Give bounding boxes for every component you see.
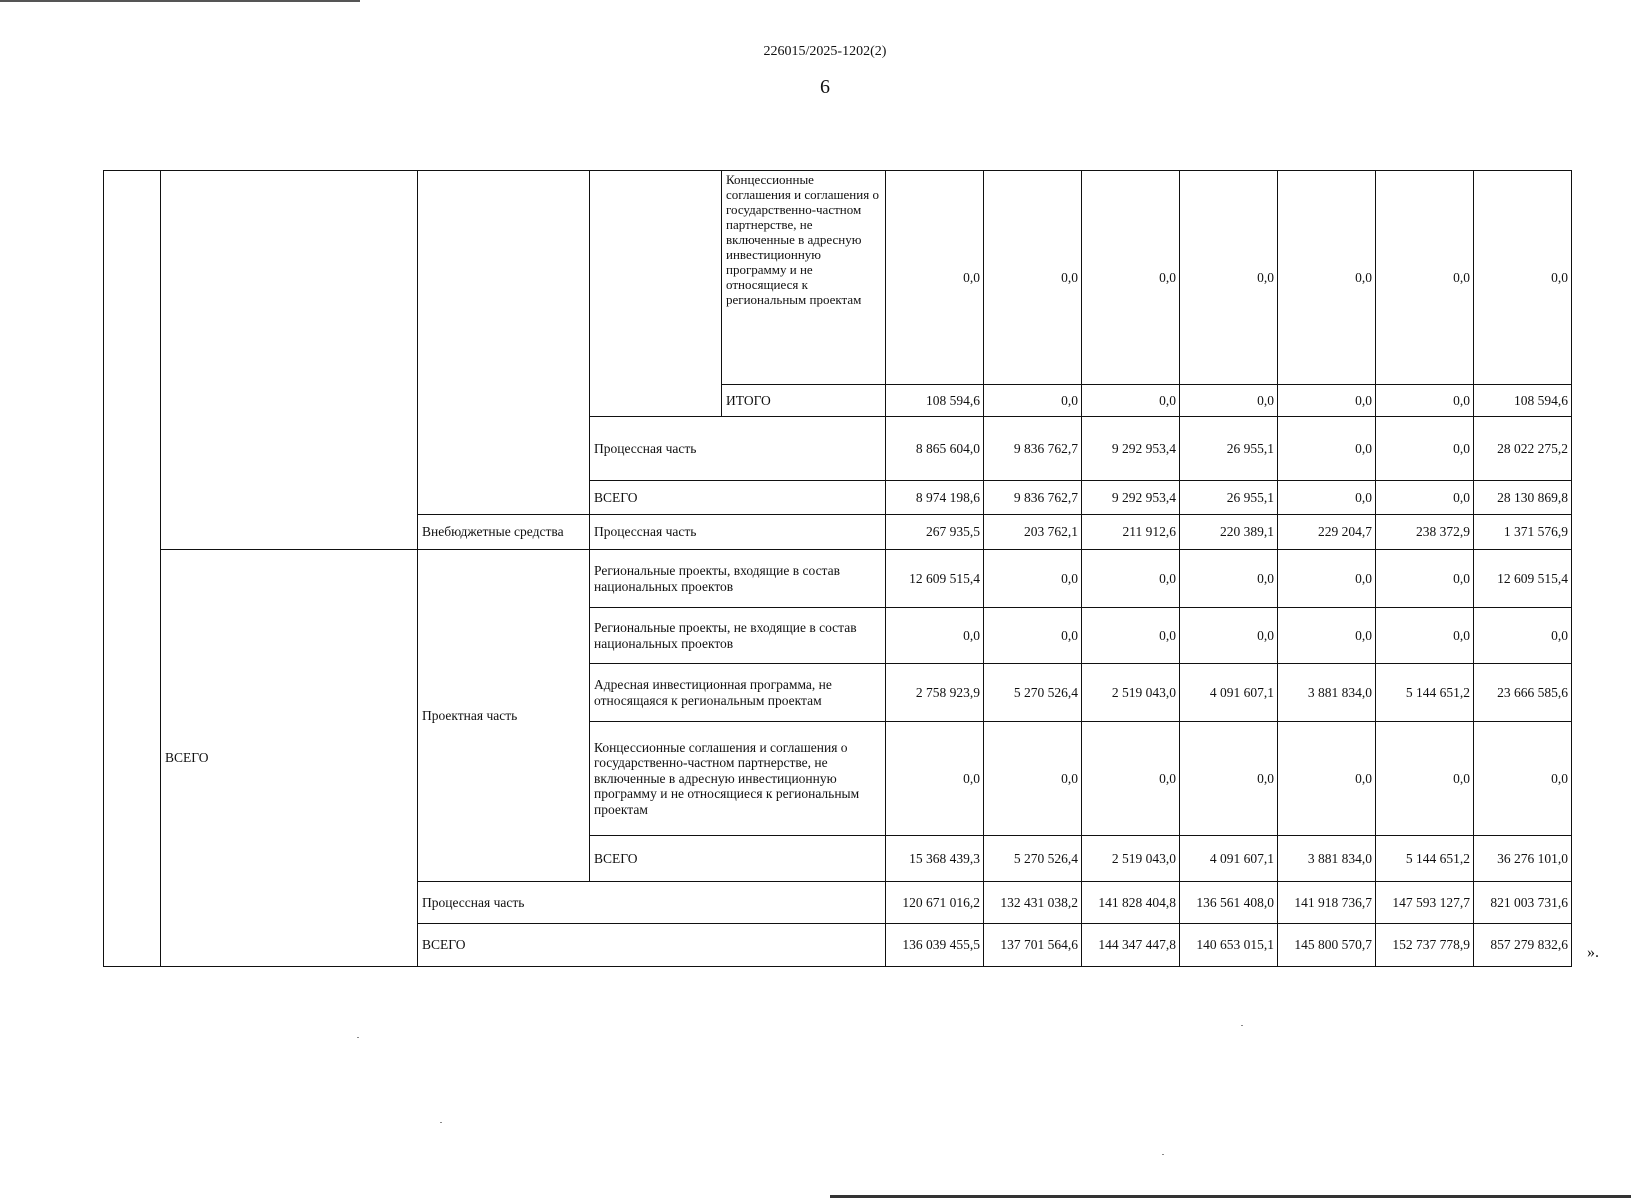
value-cell: 0,0 (1082, 385, 1180, 417)
value-cell: 137 701 564,6 (984, 924, 1082, 967)
table-row (104, 171, 1572, 385)
value-cell: 1 371 576,9 (1474, 515, 1572, 550)
value-cell: 0,0 (1180, 722, 1278, 836)
value-cell: 136 561 408,0 (1180, 882, 1278, 924)
value-cell: 0,0 (1082, 608, 1180, 664)
value-cell: 5 270 526,4 (984, 836, 1082, 882)
value-cell: 211 912,6 (1082, 515, 1180, 550)
value-cell: 2 519 043,0 (1082, 836, 1180, 882)
empty-cell (161, 171, 418, 550)
value-cell: 28 130 869,8 (1474, 481, 1572, 515)
table-row (104, 550, 1572, 608)
scan-speck (1241, 1025, 1243, 1026)
empty-cell (590, 171, 722, 417)
value-cell: 136 039 455,5 (886, 924, 984, 967)
row-label: ИТОГО (722, 385, 886, 417)
value-cell: 4 091 607,1 (1180, 836, 1278, 882)
empty-lead-column (104, 171, 161, 967)
value-cell: 0,0 (1180, 550, 1278, 608)
scan-edge-line-bottom (830, 1195, 1631, 1198)
row-label: Процессная часть (590, 515, 886, 550)
value-cell: 28 022 275,2 (1474, 417, 1572, 481)
value-cell: 3 881 834,0 (1278, 664, 1376, 722)
value-cell: 141 828 404,8 (1082, 882, 1180, 924)
scan-speck (1162, 1154, 1164, 1155)
row-label: Региональные проекты, не входящие в состав национальных проектов (590, 608, 886, 664)
value-cell: 0,0 (984, 608, 1082, 664)
value-cell: 15 368 439,3 (886, 836, 984, 882)
value-cell: 0,0 (1376, 417, 1474, 481)
value-cell: 0,0 (1376, 481, 1474, 515)
value-cell: 0,0 (984, 385, 1082, 417)
value-cell: 12 609 515,4 (886, 550, 984, 608)
value-cell: 203 762,1 (984, 515, 1082, 550)
value-cell: 0,0 (984, 550, 1082, 608)
value-cell: 132 431 038,2 (984, 882, 1082, 924)
value-cell: 0,0 (886, 608, 984, 664)
value-cell: 147 593 127,7 (1376, 882, 1474, 924)
value-cell: 0,0 (1278, 608, 1376, 664)
value-cell: 36 276 101,0 (1474, 836, 1572, 882)
value-cell: 2 519 043,0 (1082, 664, 1180, 722)
value-cell: 4 091 607,1 (1180, 664, 1278, 722)
value-cell: 0,0 (1474, 608, 1572, 664)
row-label: Региональные проекты, входящие в состав национальных проектов (590, 550, 886, 608)
budget-table (103, 170, 1572, 967)
value-cell: 0,0 (1278, 417, 1376, 481)
value-cell: 0,0 (1082, 550, 1180, 608)
value-cell: 8 865 604,0 (886, 417, 984, 481)
row-label: Концессионные соглашения и соглашения о государственно-частном партнерстве, не включенные в адресную инвестиционную программу и не относящиеся к региональным проектам (722, 171, 886, 385)
value-cell: 23 666 585,6 (1474, 664, 1572, 722)
page-number: 6 (820, 76, 830, 98)
value-cell: 26 955,1 (1180, 481, 1278, 515)
value-cell: 0,0 (984, 171, 1082, 385)
value-cell: 0,0 (1474, 722, 1572, 836)
value-cell: 5 144 651,2 (1376, 664, 1474, 722)
value-cell: 9 836 762,7 (984, 481, 1082, 515)
value-cell: 0,0 (1376, 171, 1474, 385)
value-cell: 0,0 (1278, 550, 1376, 608)
value-cell: 220 389,1 (1180, 515, 1278, 550)
value-cell: 857 279 832,6 (1474, 924, 1572, 967)
scan-speck (357, 1037, 359, 1038)
row-label: Адресная инвестиционная программа, не относящаяся к региональным проектам (590, 664, 886, 722)
value-cell: 152 737 778,9 (1376, 924, 1474, 967)
value-cell: 26 955,1 (1180, 417, 1278, 481)
value-cell: 0,0 (886, 722, 984, 836)
value-cell: 145 800 570,7 (1278, 924, 1376, 967)
value-cell: 5 270 526,4 (984, 664, 1082, 722)
value-cell: 141 918 736,7 (1278, 882, 1376, 924)
total-block-label: ВСЕГО (161, 550, 418, 967)
value-cell: 2 758 923,9 (886, 664, 984, 722)
value-cell: 8 974 198,6 (886, 481, 984, 515)
value-cell: 9 292 953,4 (1082, 481, 1180, 515)
row-label: Концессионные соглашения и соглашения о государственно-частном партнерстве, не включенные в адресную инвестиционную программу и не относящиеся к региональным проектам (590, 722, 886, 836)
value-cell: 821 003 731,6 (1474, 882, 1572, 924)
value-cell: 0,0 (1180, 608, 1278, 664)
value-cell: 0,0 (984, 722, 1082, 836)
value-cell: 0,0 (1180, 171, 1278, 385)
value-cell: 0,0 (1278, 722, 1376, 836)
value-cell: 0,0 (1376, 385, 1474, 417)
row-label: Процессная часть (418, 882, 886, 924)
value-cell: 0,0 (1376, 722, 1474, 836)
value-cell: 108 594,6 (886, 385, 984, 417)
project-part-label: Проектная часть (418, 550, 590, 882)
value-cell: 5 144 651,2 (1376, 836, 1474, 882)
value-cell: 0,0 (1278, 481, 1376, 515)
value-cell: 9 292 953,4 (1082, 417, 1180, 481)
value-cell: 0,0 (1082, 171, 1180, 385)
value-cell: 0,0 (886, 171, 984, 385)
row-label: ВСЕГО (418, 924, 886, 967)
value-cell: 0,0 (1474, 171, 1572, 385)
funding-source-label: Внебюджетные средства (418, 515, 590, 550)
value-cell: 12 609 515,4 (1474, 550, 1572, 608)
row-label: ВСЕГО (590, 836, 886, 882)
value-cell: 238 372,9 (1376, 515, 1474, 550)
value-cell: 9 836 762,7 (984, 417, 1082, 481)
document-number: 226015/2025-1202(2) (763, 44, 887, 59)
value-cell: 140 653 015,1 (1180, 924, 1278, 967)
value-cell: 229 204,7 (1278, 515, 1376, 550)
closing-quote-mark: ». (1587, 944, 1599, 961)
value-cell: 144 347 447,8 (1082, 924, 1180, 967)
value-cell: 267 935,5 (886, 515, 984, 550)
row-label: Процессная часть (590, 417, 886, 481)
row-label: ВСЕГО (590, 481, 886, 515)
value-cell: 0,0 (1376, 608, 1474, 664)
value-cell: 0,0 (1180, 385, 1278, 417)
empty-cell (418, 171, 590, 515)
value-cell: 3 881 834,0 (1278, 836, 1376, 882)
value-cell: 0,0 (1278, 171, 1376, 385)
value-cell: 108 594,6 (1474, 385, 1572, 417)
value-cell: 0,0 (1082, 722, 1180, 836)
value-cell: 120 671 016,2 (886, 882, 984, 924)
value-cell: 0,0 (1376, 550, 1474, 608)
scan-speck (440, 1122, 442, 1123)
value-cell: 0,0 (1278, 385, 1376, 417)
scan-edge-line-top (0, 0, 360, 2)
